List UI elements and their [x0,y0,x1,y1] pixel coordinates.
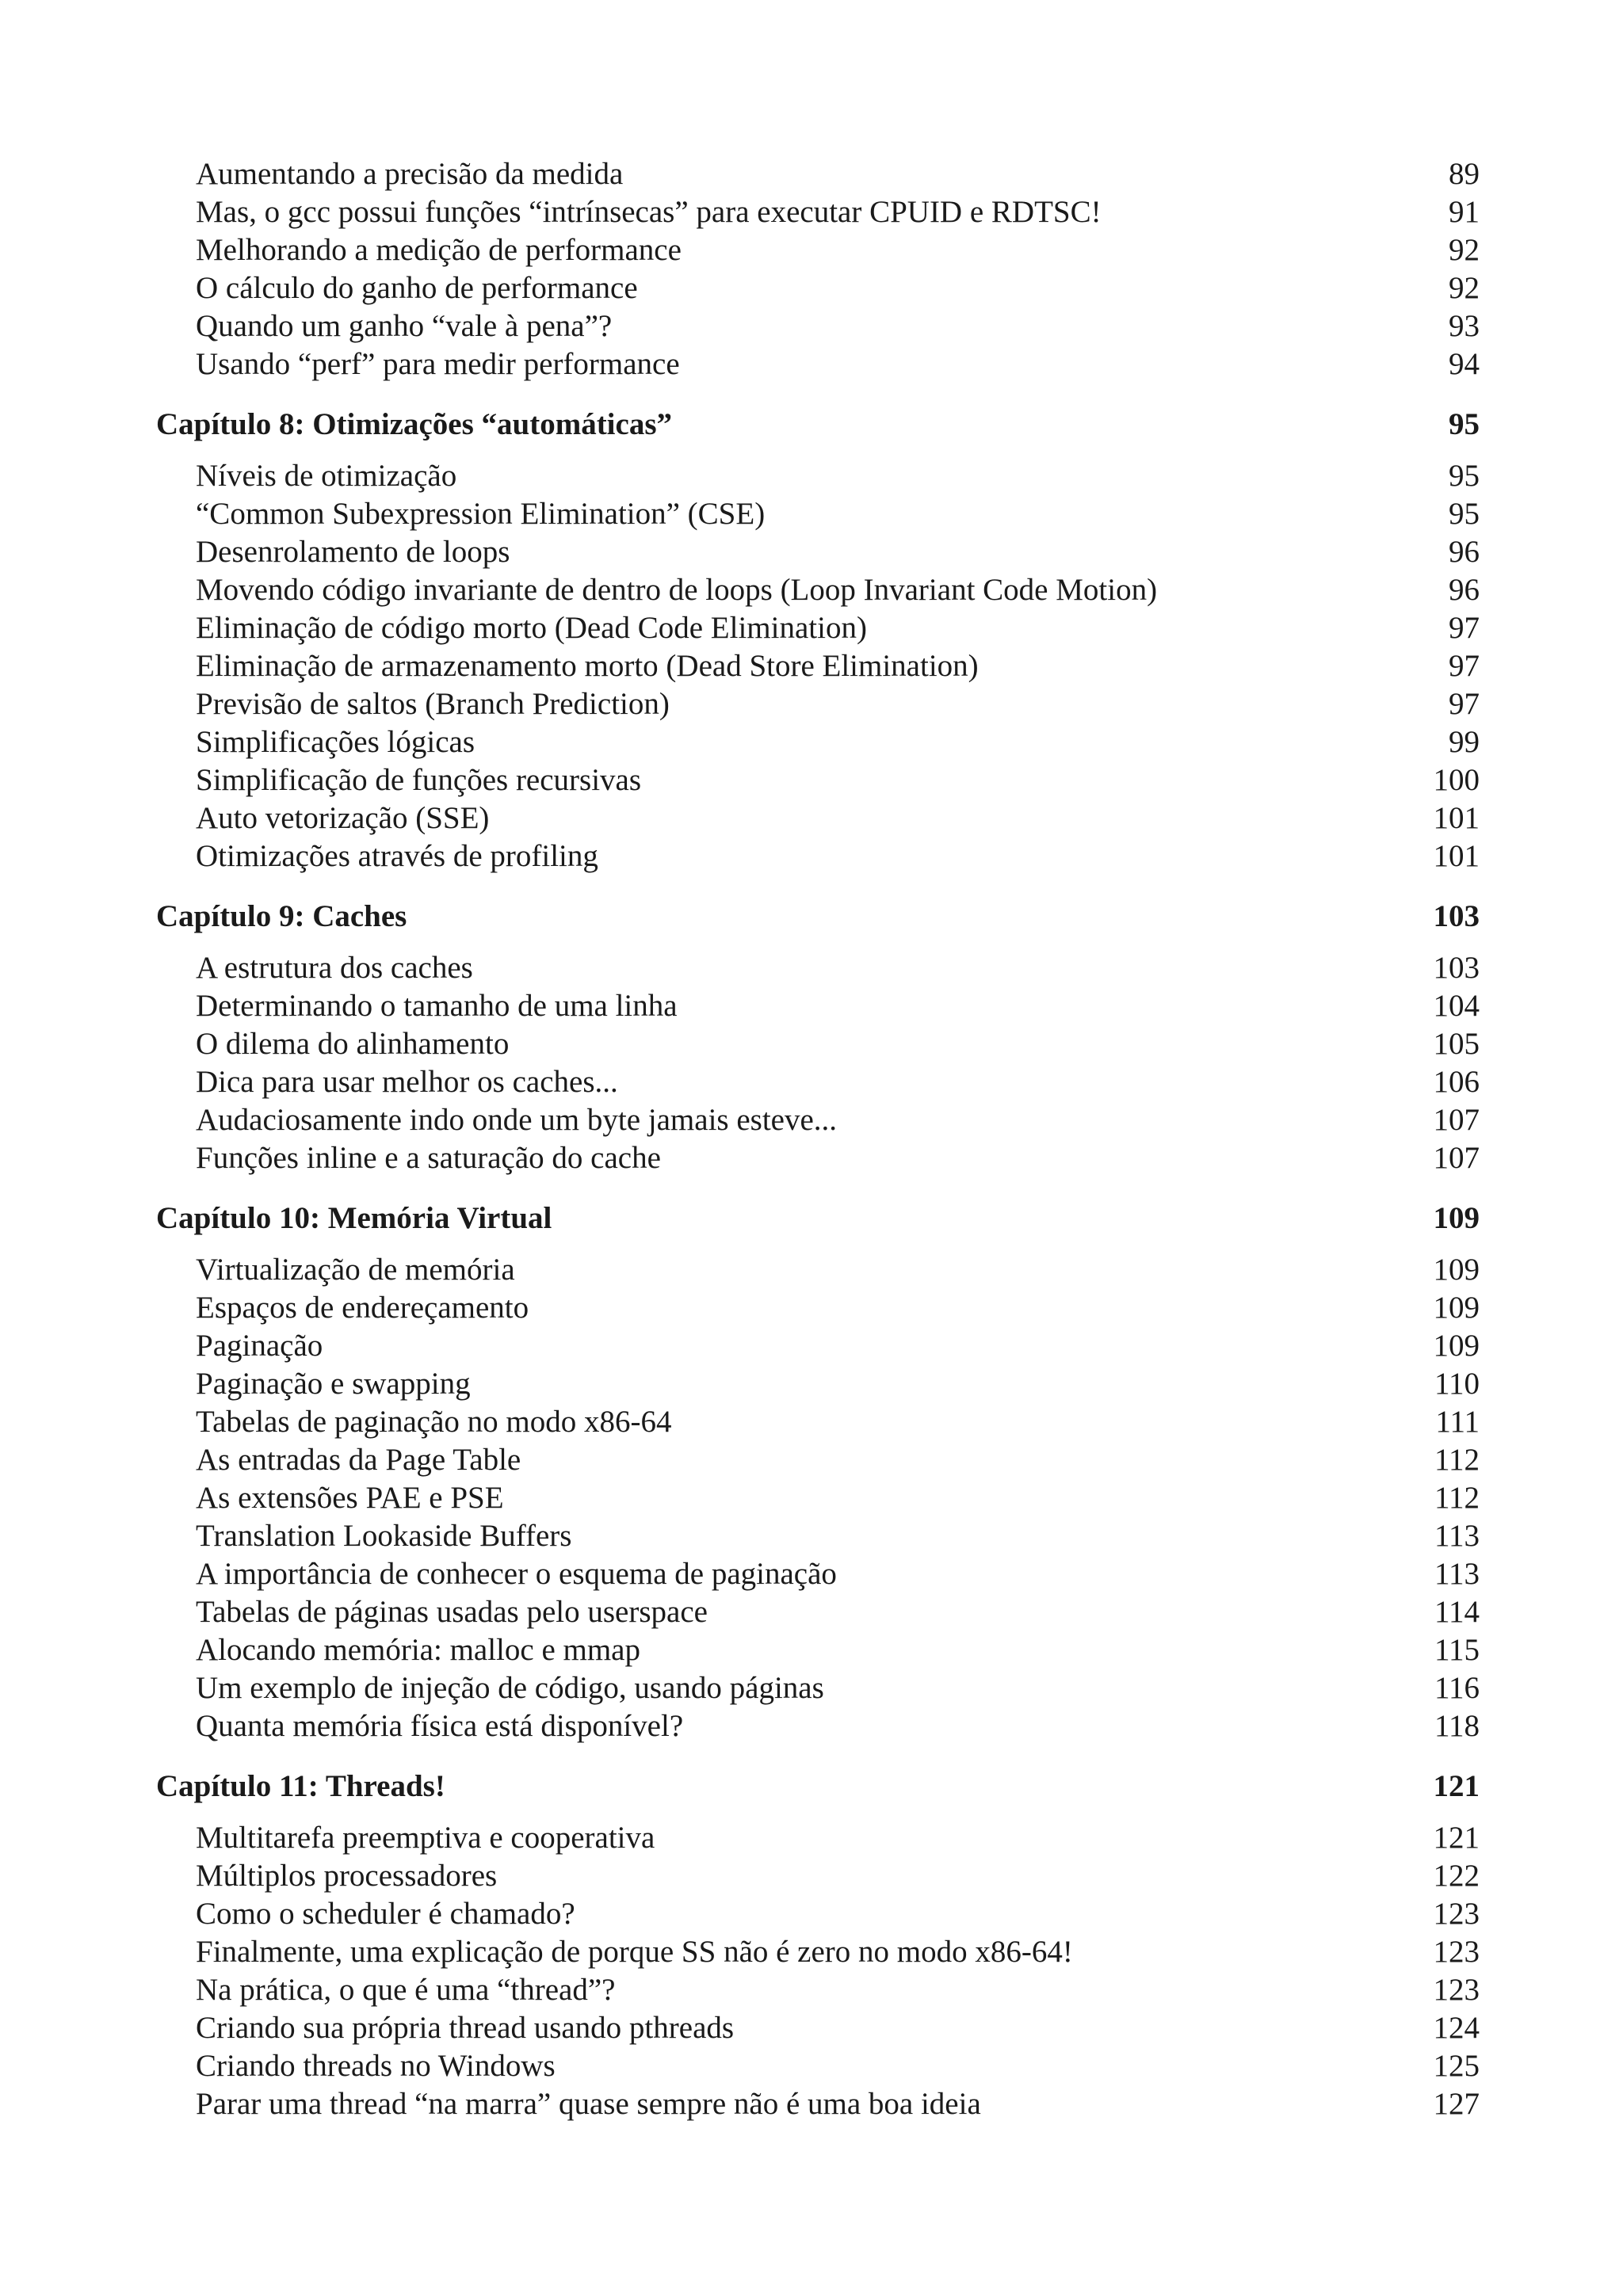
toc-entry[interactable] [156,2085,1480,2123]
entry-title: A importância de conhecer o esquema de paginação [196,1557,837,1591]
entry-title: O cálculo do ganho de performance [196,271,638,305]
toc-entry[interactable] [156,647,1480,685]
entry-title: Movendo código invariante de dentro de loops (Loop Invariant Code Motion) [196,573,1158,607]
toc-entry[interactable] [156,345,1480,383]
entry-title: Funções inline e a saturação do cache [196,1141,661,1175]
entry-page-number: 105 [1433,1027,1480,1061]
entry-page-number: 91 [1449,195,1480,229]
toc-entry[interactable] [156,1139,1480,1177]
entry-page-number: 107 [1433,1141,1480,1175]
toc-entry[interactable] [156,1933,1480,1971]
toc-entry[interactable] [156,533,1480,571]
entry-title: Espaços de endereçamento [196,1291,529,1325]
toc-chapter-group [156,1768,1480,2123]
entry-title: Multitarefa preemptiva e cooperativa [196,1821,655,1855]
entry-page-number: 93 [1449,309,1480,343]
toc-chapter-group [156,406,1480,875]
entry-page-number: 125 [1433,2049,1480,2083]
entry-title: Otimizações através de profiling [196,839,598,873]
entry-page-number: 92 [1449,271,1480,305]
entry-page-number: 106 [1433,1065,1480,1099]
entry-title: Translation Lookaside Buffers [196,1519,572,1553]
toc-entry[interactable] [156,155,1480,193]
toc-entry[interactable] [156,269,1480,307]
entry-title: Simplificação de funções recursivas [196,763,642,797]
toc-entry[interactable] [156,571,1480,609]
toc-chapter-group [156,1199,1480,1745]
toc-entry[interactable] [156,307,1480,345]
entry-page-number: 109 [1433,1291,1480,1325]
entry-page-number: 112 [1434,1481,1480,1515]
entry-title: Criando threads no Windows [196,2049,556,2083]
toc-entry[interactable] [156,1971,1480,2009]
toc-entry[interactable] [156,837,1480,875]
entry-title: Parar uma thread “na marra” quase sempre não é uma boa ideia [196,2087,981,2121]
toc-entry[interactable] [156,1101,1480,1139]
toc-chapter-heading[interactable] [156,1768,1480,1806]
toc-entry[interactable] [156,1517,1480,1555]
toc-entry[interactable] [156,193,1480,231]
toc-entry[interactable] [156,723,1480,761]
chapter-title: Capítulo 8: Otimizações “automáticas” [156,407,673,441]
entry-page-number: 100 [1433,763,1480,797]
entry-title: Finalmente, uma explicação de porque SS não é zero no modo x86-64! [196,1935,1073,1969]
entry-page-number: 113 [1434,1519,1480,1553]
toc-entry[interactable] [156,1593,1480,1631]
toc-entry[interactable] [156,1025,1480,1063]
entry-title: Um exemplo de injeção de código, usando páginas [196,1671,824,1705]
entry-title: Quanta memória física está disponível? [196,1709,684,1743]
entry-page-number: 124 [1433,2011,1480,2045]
toc-entry[interactable] [156,761,1480,799]
toc-chapter-heading[interactable] [156,898,1480,936]
entry-title: Tabelas de paginação no modo x86-64 [196,1405,672,1439]
entry-page-number: 110 [1434,1367,1480,1401]
chapter-title: Capítulo 9: Caches [156,899,407,933]
toc-entry[interactable] [156,1441,1480,1479]
entry-title: Como o scheduler é chamado? [196,1897,575,1931]
entry-page-number: 122 [1433,1859,1480,1893]
entry-page-number: 121 [1433,1821,1480,1855]
toc-chapter-group [156,155,1480,383]
chapter-page-number: 95 [1449,407,1480,441]
entry-page-number: 94 [1449,347,1480,381]
entry-title: Aumentando a precisão da medida [196,157,624,191]
entry-page-number: 96 [1449,573,1480,607]
entry-title: Paginação e swapping [196,1367,471,1401]
entry-title: Alocando memória: malloc e mmap [196,1633,640,1667]
entry-title: As entradas da Page Table [196,1443,521,1477]
entry-page-number: 99 [1449,725,1480,759]
entry-title: Múltiplos processadores [196,1859,498,1893]
entry-page-number: 115 [1434,1633,1480,1667]
entry-page-number: 112 [1434,1443,1480,1477]
toc-entry[interactable] [156,2009,1480,2047]
entry-page-number: 97 [1449,687,1480,721]
entry-title: As extensões PAE e PSE [196,1481,504,1515]
entry-page-number: 103 [1433,951,1480,985]
entry-page-number: 127 [1433,2087,1480,2121]
toc-chapter-heading[interactable] [156,1199,1480,1238]
entry-title: Criando sua própria thread usando pthreads [196,2011,735,2045]
entry-page-number: 96 [1449,535,1480,569]
toc-chapter-heading[interactable] [156,406,1480,444]
entry-title: Na prática, o que é uma “thread”? [196,1973,616,2007]
toc-entry[interactable] [156,1327,1480,1365]
entry-page-number: 118 [1434,1709,1480,1743]
table-of-contents [156,155,1480,2123]
toc-entry[interactable] [156,2047,1480,2085]
entry-page-number: 95 [1449,459,1480,493]
entry-title: Dica para usar melhor os caches... [196,1065,618,1099]
toc-entry[interactable] [156,685,1480,723]
entry-page-number: 109 [1433,1253,1480,1287]
toc-entry[interactable] [156,987,1480,1025]
entry-title: Quando um ganho “vale à pena”? [196,309,613,343]
chapter-title: Capítulo 10: Memória Virtual [156,1201,552,1235]
entry-title: Virtualização de memória [196,1253,515,1287]
chapter-title: Capítulo 11: Threads! [156,1769,445,1803]
toc-entry[interactable] [156,1063,1480,1101]
entry-page-number: 89 [1449,157,1480,191]
entry-title: Auto vetorização (SSE) [196,801,490,835]
toc-entry[interactable] [156,1631,1480,1669]
entry-page-number: 123 [1433,1973,1480,2007]
entry-page-number: 123 [1433,1935,1480,1969]
entry-title: Determinando o tamanho de uma linha [196,989,678,1023]
entry-title: Mas, o gcc possui funções “intrínsecas” para executar CPUID e RDTSC! [196,195,1102,229]
entry-title: Paginação [196,1329,323,1363]
entry-title: Tabelas de páginas usadas pelo userspace [196,1595,708,1629]
toc-entry[interactable] [156,1289,1480,1327]
entry-page-number: 116 [1434,1671,1480,1705]
toc-entry[interactable] [156,1857,1480,1895]
toc-entry[interactable] [156,1479,1480,1517]
entry-page-number: 107 [1433,1103,1480,1137]
toc-entry[interactable] [156,1555,1480,1593]
entry-page-number: 109 [1433,1329,1480,1363]
entry-title: Previsão de saltos (Branch Prediction) [196,687,670,721]
toc-entry[interactable] [156,1403,1480,1441]
toc-entry[interactable] [156,1819,1480,1857]
entry-title: Melhorando a medição de performance [196,233,682,267]
entry-title: Desenrolamento de loops [196,535,510,569]
toc-entry[interactable] [156,1669,1480,1707]
entry-page-number: 113 [1434,1557,1480,1591]
entry-title: “Common Subexpression Elimination” (CSE) [196,497,766,531]
entry-page-number: 101 [1433,839,1480,873]
entry-title: Simplificações lógicas [196,725,475,759]
entry-page-number: 95 [1449,497,1480,531]
toc-entry[interactable] [156,1895,1480,1933]
entry-title: O dilema do alinhamento [196,1027,510,1061]
entry-page-number: 92 [1449,233,1480,267]
entry-page-number: 123 [1433,1897,1480,1931]
entry-title: A estrutura dos caches [196,951,473,985]
toc-entry[interactable] [156,231,1480,269]
toc-entry[interactable] [156,1707,1480,1745]
toc-entry[interactable] [156,609,1480,647]
chapter-page-number: 121 [1433,1769,1480,1803]
entry-page-number: 101 [1433,801,1480,835]
entry-page-number: 111 [1435,1405,1480,1439]
toc-entry[interactable] [156,1251,1480,1289]
entry-page-number: 97 [1449,649,1480,683]
entry-title: Eliminação de código morto (Dead Code Elimination) [196,611,867,645]
chapter-page-number: 103 [1433,899,1480,933]
chapter-page-number: 109 [1433,1201,1480,1235]
toc-chapter-group [156,898,1480,1177]
entry-page-number: 97 [1449,611,1480,645]
entry-title: Usando “perf” para medir performance [196,347,680,381]
entry-page-number: 104 [1433,989,1480,1023]
toc-entry[interactable] [156,457,1480,495]
entry-page-number: 114 [1434,1595,1480,1629]
toc-entry[interactable] [156,495,1480,533]
entry-title: Eliminação de armazenamento morto (Dead Store Elimination) [196,649,979,683]
toc-entry[interactable] [156,1365,1480,1403]
entry-title: Níveis de otimização [196,459,457,493]
toc-entry[interactable] [156,799,1480,837]
entry-title: Audaciosamente indo onde um byte jamais esteve... [196,1103,838,1137]
toc-entry[interactable] [156,949,1480,987]
